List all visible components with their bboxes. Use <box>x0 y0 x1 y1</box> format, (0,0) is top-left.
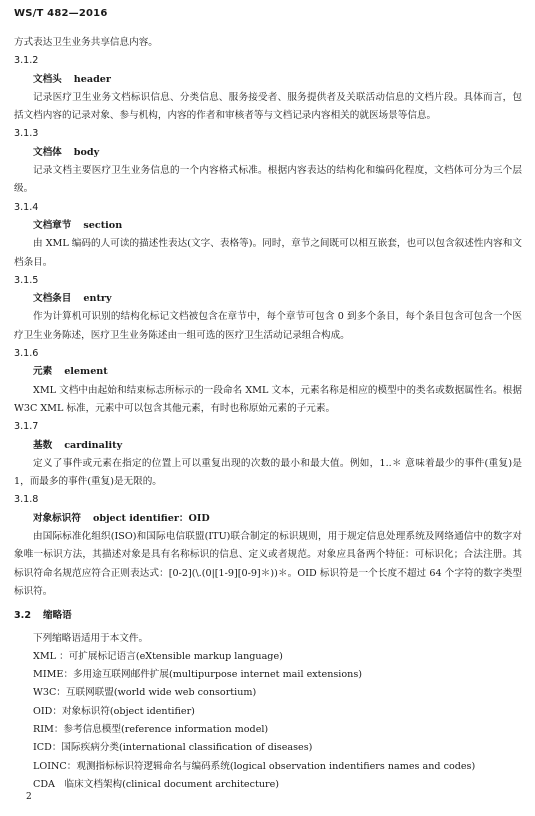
term-3-1-4 <box>14 199 522 272</box>
term-zh: 对象标识符 <box>33 512 81 524</box>
term-number: 3.1.8 <box>14 494 39 506</box>
term-zh: 文档章节 <box>33 219 72 231</box>
term-definition: 记录医疗卫生业务文档标识信息、分类信息、服务接受者、服务提供者及关联活动信息的文档片段。具体而言，包括文档内容的记录对象、参与机构，内容的作者和审核者等与文档记录内容相关的就医场景等信息。 <box>14 91 522 122</box>
term-en: header <box>73 73 111 85</box>
term-number: 3.1.7 <box>14 421 39 433</box>
abbr-intro: 下列缩略语适用于本文件。 <box>33 632 149 644</box>
abbr-item: CDA 临床文档架构(clinical document architecture) <box>33 778 280 790</box>
abbr-item: RIM：参考信息模型(reference information model) <box>33 723 269 735</box>
term-definition: 由 XML 编码的人可读的描述性表达(文字、表格等)。同时，章节之间既可以相互嵌套，也可以包含叙述性内容和文档条目。 <box>14 238 522 268</box>
term-definition: 作为计算机可识别的结构化标记文档被包含在章节中，每个章节可包含 0 到多个条目，每个条目包含可包含一个医疗卫生业务陈述，医疗卫生业务陈述由一组可选的医疗卫生活动记录组合构成。 <box>14 311 522 341</box>
abbr-item: OID：对象标识符(object identifier) <box>33 705 195 717</box>
document-body <box>14 34 522 794</box>
term-zh: 基数 <box>33 439 53 451</box>
abbr-item: XML ：可扩展标记语言(eXtensible markup language) <box>33 650 283 662</box>
abbr-list <box>14 648 522 794</box>
abbr-item: W3C：互联网联盟(world wide web consortium) <box>33 687 257 699</box>
section-heading <box>14 607 522 625</box>
term-3-1-7 <box>14 418 522 491</box>
term-definition: 由国际标准化组织(ISO)和国际电信联盟(ITU)联合制定的标识规则，用于规定信息处理系统及网络通信中的数字对象唯一标识方法，其描述对象是具有名称标识的信息、定义或者规范。对象应具备两个特征：可标识化；合法注册。其标识符命名规范应符合正则表达式：[0-2](\.(0|[1-9][0-9]＊))＊。OID 标识符是一个长度不超过 64 个字符的数字类型标识符。 <box>14 531 522 597</box>
term-definition: 定义了事件或元素在指定的位置上可以重复出现的次数的最小和最大值。例如，1..＊ 意味着最少的事件(重复)是 1，而最多的事件(重复)是无限的。 <box>14 457 522 488</box>
term-3-1-6 <box>14 345 522 418</box>
term-number: 3.1.6 <box>14 348 39 360</box>
intro-text: 方式表达卫生业务共享信息内容。 <box>14 37 158 48</box>
term-number: 3.1.4 <box>14 201 39 213</box>
standard-header: WS/T 482—2016 <box>14 8 108 19</box>
term-zh: 文档体 <box>33 146 62 158</box>
abbr-item: LOINC：观测指标标识符逻辑命名与编码系统(logical observation indentifiers names and codes) <box>33 760 476 772</box>
term-number: 3.1.3 <box>14 128 39 140</box>
term-title <box>14 144 522 162</box>
term-title <box>14 437 522 455</box>
term-en: object identifier：OID <box>92 512 210 524</box>
section-number: 3.2 <box>14 610 31 622</box>
term-title <box>14 71 522 89</box>
abbr-item: ICD：国际疾病分类(international classification of diseases) <box>33 742 313 754</box>
page-number: 2 <box>26 792 32 802</box>
term-zh: 文档头 <box>33 73 62 85</box>
term-en: element <box>64 366 108 378</box>
term-definition: XML 文档中由起始和结束标志所标示的一段命名 XML 文本，元素名称是相应的模型中的类名或数据属性名。根据 W3C XML 标准，元素中可以包含其他元素，有时也称原始元素的子元素。 <box>14 384 522 414</box>
term-number: 3.1.5 <box>14 274 39 286</box>
term-definition: 记录文档主要医疗卫生业务信息的一个内容格式标准。根据内容表达的结构化和编码化程度，文档体可分为三个层级。 <box>14 165 522 195</box>
term-number: 3.1.2 <box>14 55 39 67</box>
section-title: 缩略语 <box>43 610 72 622</box>
term-title <box>14 510 522 528</box>
term-3-1-8 <box>14 491 522 601</box>
term-en: body <box>73 146 100 158</box>
abbr-item: MIME：多用途互联网邮件扩展(multipurpose internet mail extensions) <box>33 669 362 681</box>
term-zh: 文档条目 <box>33 293 72 305</box>
term-title <box>14 217 522 235</box>
term-en: section <box>83 219 123 231</box>
term-3-1-3 <box>14 125 522 198</box>
term-en: entry <box>83 293 112 305</box>
term-zh: 元素 <box>33 366 53 378</box>
term-title <box>14 363 522 381</box>
term-title <box>14 290 522 308</box>
term-en: cardinality <box>64 439 123 451</box>
term-3-1-5 <box>14 272 522 345</box>
term-3-1-2 <box>14 52 522 125</box>
